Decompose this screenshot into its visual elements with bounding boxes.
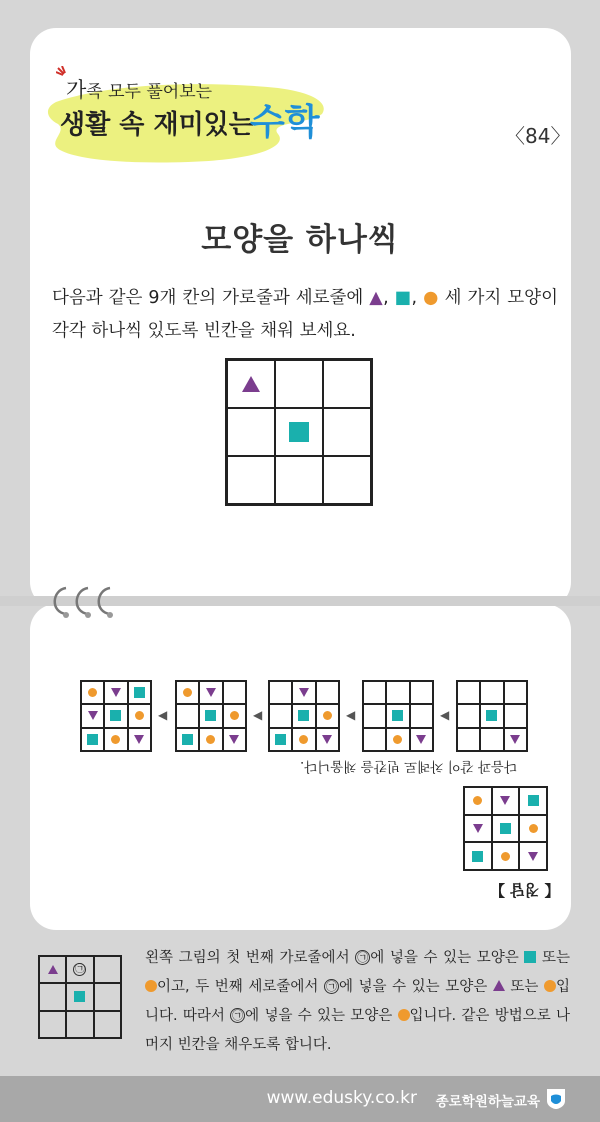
grid-cell [176, 681, 199, 704]
solution-step-1 [456, 680, 528, 752]
grid-cell [492, 815, 520, 843]
triangle-icon [322, 735, 332, 744]
triangle-icon [528, 852, 538, 861]
grid-cell [480, 728, 503, 751]
square-icon [74, 991, 85, 1002]
circle-icon [299, 735, 308, 744]
square-icon [298, 710, 309, 721]
footer [0, 1076, 600, 1122]
grid-cell [410, 704, 433, 727]
grid-cell [504, 704, 527, 727]
arrow-left-icon: ◀ [253, 708, 263, 722]
grid-cell [104, 704, 127, 727]
grid-cell [128, 681, 151, 704]
grid-cell [39, 983, 66, 1010]
grid-cell [386, 681, 409, 704]
explanation-grid [38, 955, 122, 1039]
grid-cell [94, 1011, 121, 1038]
grid-cell[interactable] [227, 360, 275, 408]
grid-cell [128, 704, 151, 727]
circle-icon [544, 980, 556, 992]
grid-cell [66, 1011, 93, 1038]
grid-cell [269, 728, 292, 751]
grid-cell [363, 704, 386, 727]
triangle-icon [299, 688, 309, 697]
circle-icon [111, 735, 120, 744]
answer-label: 【 정답 】 [490, 881, 560, 899]
solution-step-5 [80, 680, 152, 752]
grid-cell [464, 842, 492, 870]
upside-down-note: 다음과 같이 차례로 빈칸을 채웁니다. [300, 758, 518, 774]
grid-cell [39, 1011, 66, 1038]
grid-cell [316, 681, 339, 704]
grid-cell [464, 815, 492, 843]
series-emphasis: 수학 [250, 102, 320, 143]
grid-cell [480, 704, 503, 727]
triangle-icon [473, 824, 483, 833]
grid-cell[interactable] [323, 456, 371, 504]
grid-cell [223, 704, 246, 727]
grid-cell[interactable] [227, 456, 275, 504]
square-icon [205, 710, 216, 721]
square-icon [182, 734, 193, 745]
circle-icon [501, 852, 510, 861]
grid-cell [363, 728, 386, 751]
grid-cell[interactable] [275, 408, 323, 456]
circle-icon [135, 711, 144, 720]
arrow-left-icon: ◀ [440, 708, 450, 722]
grid-cell [316, 728, 339, 751]
square-icon [392, 710, 403, 721]
grid-cell [457, 704, 480, 727]
grid-cell [457, 681, 480, 704]
grid-cell [492, 787, 520, 815]
triangle-icon [416, 735, 426, 744]
square-symbol-icon: ■ [394, 288, 412, 308]
grid-cell[interactable] [275, 360, 323, 408]
circle-icon [183, 688, 192, 697]
grid-cell [128, 728, 151, 751]
triangle-icon [206, 688, 216, 697]
problem-text: 다음과 같은 9개 칸의 가로줄과 세로줄에 ▲, ■, ● 세 가지 모양이 각각 하나씩 있도록 빈칸을 채워 보세요. [52, 288, 558, 341]
grid-cell [104, 728, 127, 751]
square-icon [528, 795, 539, 806]
triangle-icon [493, 980, 505, 991]
grid-cell [223, 681, 246, 704]
triangle-symbol-icon: ▲ [369, 288, 384, 308]
circle-icon [473, 796, 482, 805]
square-icon [524, 951, 536, 963]
footer-org: 종로학원하늘교육 [435, 1094, 540, 1110]
circle-icon [88, 688, 97, 697]
grid-cell [39, 956, 66, 983]
answer-grid [463, 786, 548, 871]
grid-cell [410, 728, 433, 751]
square-icon [275, 734, 286, 745]
grid-cell [199, 728, 222, 751]
page-number: 〈84〉 [505, 124, 571, 148]
triangle-icon [510, 735, 520, 744]
circle-icon [529, 824, 538, 833]
series-subtitle: 가족 모두 풀어보는 [66, 78, 213, 102]
triangle-icon [500, 796, 510, 805]
triangle-icon [88, 711, 98, 720]
triangle-icon [134, 735, 144, 744]
grid-cell [269, 704, 292, 727]
triangle-icon [229, 735, 239, 744]
problem-grid [225, 358, 373, 506]
grid-cell [464, 787, 492, 815]
binder-rings-icon [46, 582, 118, 622]
grid-cell [199, 681, 222, 704]
series-title: 생활 속 재미있는 [60, 110, 254, 140]
grid-cell [316, 704, 339, 727]
grid-cell [410, 681, 433, 704]
footer-url[interactable]: www.edusky.co.kr [266, 1088, 417, 1108]
grid-cell[interactable] [323, 408, 371, 456]
circle-icon [230, 711, 239, 720]
giyeok-marker: ㉠ [74, 964, 85, 976]
solution-step-3 [268, 680, 340, 752]
grid-cell [480, 681, 503, 704]
square-icon [289, 422, 309, 442]
square-icon [472, 851, 483, 862]
grid-cell [519, 815, 547, 843]
grid-cell [519, 842, 547, 870]
grid-cell [504, 681, 527, 704]
grid-cell [292, 704, 315, 727]
grid-cell [492, 842, 520, 870]
arrow-left-icon: ◀ [158, 708, 168, 722]
grid-cell [269, 681, 292, 704]
triangle-icon [242, 376, 260, 392]
grid-cell [199, 704, 222, 727]
grid-cell [81, 728, 104, 751]
grid-cell [176, 728, 199, 751]
circle-icon [323, 711, 332, 720]
circle-icon [393, 735, 402, 744]
circle-icon [145, 980, 157, 992]
grid-cell [292, 681, 315, 704]
grid-cell [386, 728, 409, 751]
grid-cell [66, 956, 93, 983]
circle-symbol-icon: ● [423, 288, 439, 308]
grid-cell [519, 787, 547, 815]
brand-logo-icon [544, 1086, 568, 1110]
grid-cell[interactable] [275, 456, 323, 504]
grid-cell [386, 704, 409, 727]
triangle-icon [111, 688, 121, 697]
grid-cell [176, 704, 199, 727]
circle-icon [206, 735, 215, 744]
grid-cell[interactable] [323, 360, 371, 408]
problem-title: 모양을 하나씩 [201, 222, 399, 258]
grid-cell [292, 728, 315, 751]
grid-cell [363, 681, 386, 704]
square-icon [500, 823, 511, 834]
grid-cell [81, 681, 104, 704]
square-icon [110, 710, 121, 721]
grid-cell [223, 728, 246, 751]
grid-cell [81, 704, 104, 727]
solution-step-4 [175, 680, 247, 752]
grid-cell[interactable] [227, 408, 275, 456]
arrow-left-icon: ◀ [346, 708, 356, 722]
grid-cell [504, 728, 527, 751]
square-icon [486, 710, 497, 721]
grid-cell [66, 983, 93, 1010]
grid-cell [94, 956, 121, 983]
circle-icon [398, 1009, 410, 1021]
grid-cell [94, 983, 121, 1010]
grid-cell [104, 681, 127, 704]
square-icon [134, 687, 145, 698]
triangle-icon [48, 965, 58, 974]
explanation-text: 왼쪽 그림의 첫 번째 가로줄에서 ㉠ 에 넣을 수 있는 모양은 또는 이고, 두 번째 세로줄에서 ㉠ 에 넣을 수 있는 모양은 또는 입니다. 따라서 ㉠ 에 넣을 수 있는 모양은 입니다. 같은 방법으로 나머지 빈칸을 채우도록 합니다. [145, 950, 571, 1053]
grid-cell [457, 728, 480, 751]
square-icon [87, 734, 98, 745]
solution-step-2 [362, 680, 434, 752]
